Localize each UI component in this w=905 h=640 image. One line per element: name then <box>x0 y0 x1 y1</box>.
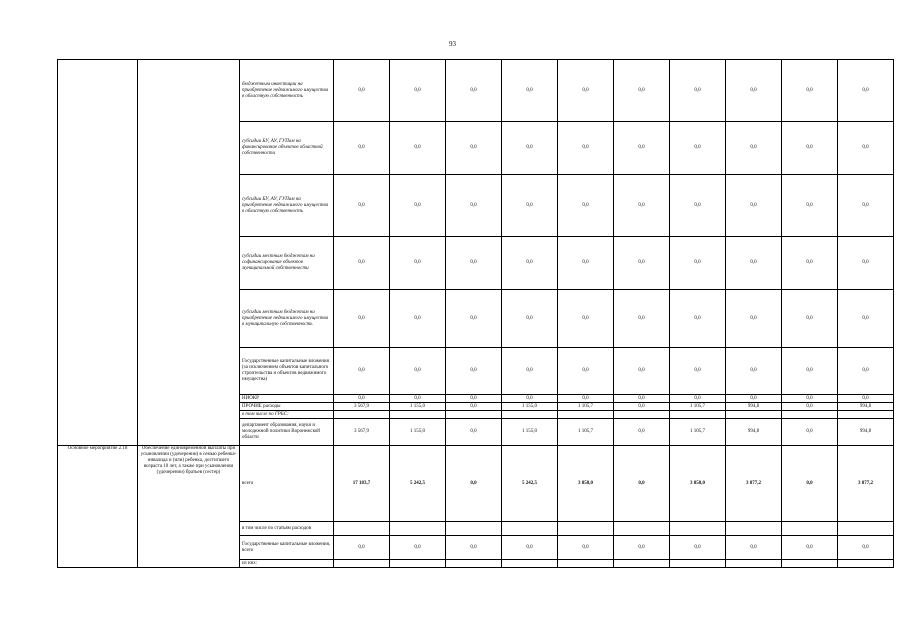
value-cell: 994,8 <box>726 403 782 411</box>
value-cell: 3 877,2 <box>726 446 782 522</box>
value-cell: 0,0 <box>670 237 726 290</box>
value-cell: 5 242,5 <box>390 446 446 522</box>
value-cell: 0,0 <box>782 536 838 560</box>
value-cell: 0,0 <box>334 237 390 290</box>
row-label: субсидии БУ, АУ, ГУПам на приобретение недвижимого имущества в областную собственность <box>240 175 334 237</box>
value-cell: 0,0 <box>446 122 502 175</box>
value-cell <box>838 560 894 568</box>
value-cell: 0,0 <box>782 237 838 290</box>
value-cell <box>390 411 446 419</box>
value-cell <box>782 522 838 536</box>
value-cell: 0,0 <box>838 60 894 122</box>
value-cell <box>782 411 838 419</box>
value-cell <box>446 411 502 419</box>
value-cell: 0,0 <box>558 348 614 395</box>
value-cell: 0,0 <box>670 395 726 403</box>
value-cell <box>614 560 670 568</box>
value-cell: 0,0 <box>446 536 502 560</box>
value-cell: 1 155,0 <box>390 419 446 446</box>
value-cell: 0,0 <box>838 348 894 395</box>
section-title: Обеспечение единовременной выплаты при усыновлении (удочерении) в семью ребенка-инвалида и (или) ребенка, достигшего возраста 10 лет, а также при усыновлении (удочерении) братьев (сестер) <box>138 446 240 568</box>
value-cell: 0,0 <box>502 290 558 348</box>
value-cell: 0,0 <box>614 348 670 395</box>
value-cell <box>558 560 614 568</box>
value-cell: 0,0 <box>334 290 390 348</box>
value-cell: 0,0 <box>614 403 670 411</box>
row-label: департамент образования, науки и молодежной политики Воронежской области <box>240 419 334 446</box>
program-cell <box>58 60 138 446</box>
value-cell: 0,0 <box>446 175 502 237</box>
value-cell <box>614 522 670 536</box>
value-cell: 1 155,0 <box>502 403 558 411</box>
table-row <box>58 446 894 522</box>
program-title-cell <box>138 60 240 446</box>
value-cell: 0,0 <box>558 290 614 348</box>
value-cell: 0,0 <box>670 348 726 395</box>
value-cell: 0,0 <box>614 536 670 560</box>
value-cell <box>558 411 614 419</box>
value-cell: 0,0 <box>782 122 838 175</box>
value-cell: 0,0 <box>726 290 782 348</box>
value-cell: 0,0 <box>614 395 670 403</box>
value-cell <box>558 522 614 536</box>
value-cell: 994,8 <box>838 403 894 411</box>
value-cell: 0,0 <box>390 122 446 175</box>
value-cell: 0,0 <box>502 395 558 403</box>
row-label: ПРОЧИЕ расходы <box>240 403 334 411</box>
value-cell: 0,0 <box>502 60 558 122</box>
value-cell: 0,0 <box>558 122 614 175</box>
value-cell: 994,8 <box>726 419 782 446</box>
value-cell: 0,0 <box>670 290 726 348</box>
value-cell: 0,0 <box>782 446 838 522</box>
value-cell: 0,0 <box>614 122 670 175</box>
value-cell: 0,0 <box>782 60 838 122</box>
value-cell: 0,0 <box>670 536 726 560</box>
value-cell: 0,0 <box>446 237 502 290</box>
value-cell: 0,0 <box>558 395 614 403</box>
value-cell: 0,0 <box>558 60 614 122</box>
value-cell: 0,0 <box>390 290 446 348</box>
value-cell: 0,0 <box>390 175 446 237</box>
value-cell <box>838 522 894 536</box>
value-cell: 0,0 <box>334 122 390 175</box>
value-cell: 0,0 <box>446 395 502 403</box>
value-cell: 1 155,0 <box>502 419 558 446</box>
value-cell: 0,0 <box>390 237 446 290</box>
value-cell: 0,0 <box>670 60 726 122</box>
budget-table <box>57 59 894 568</box>
value-cell: 0,0 <box>502 175 558 237</box>
value-cell: 1 105,7 <box>558 419 614 446</box>
value-cell: 0,0 <box>614 419 670 446</box>
table-row <box>58 60 894 122</box>
value-cell: 0,0 <box>558 175 614 237</box>
value-cell: 17 183,7 <box>334 446 390 522</box>
value-cell <box>446 560 502 568</box>
row-label: Государственные капитальные вложения (за исключением объектов капитального строительства и объектов недвижимого имущества) <box>240 348 334 395</box>
value-cell: 0,0 <box>726 348 782 395</box>
value-cell: 0,0 <box>726 175 782 237</box>
value-cell: 1 105,7 <box>558 403 614 411</box>
value-cell: 0,0 <box>838 175 894 237</box>
value-cell <box>726 411 782 419</box>
value-cell <box>670 522 726 536</box>
row-label: НИОКР <box>240 395 334 403</box>
value-cell: 1 155,0 <box>390 403 446 411</box>
value-cell: 0,0 <box>782 290 838 348</box>
value-cell: 1 105,7 <box>670 419 726 446</box>
value-cell: 0,0 <box>334 348 390 395</box>
value-cell: 0,0 <box>334 536 390 560</box>
value-cell: 1 105,7 <box>670 403 726 411</box>
row-label: из них: <box>240 560 334 568</box>
value-cell: 0,0 <box>782 395 838 403</box>
value-cell: 0,0 <box>838 290 894 348</box>
value-cell: 0,0 <box>782 403 838 411</box>
value-cell: 0,0 <box>558 536 614 560</box>
value-cell <box>502 522 558 536</box>
value-cell: 0,0 <box>558 237 614 290</box>
value-cell: 0,0 <box>614 237 670 290</box>
value-cell <box>838 411 894 419</box>
value-cell <box>334 522 390 536</box>
row-label: субсидии местным бюджетам на приобретение недвижимого имущества в муниципальную собственность <box>240 290 334 348</box>
value-cell <box>334 411 390 419</box>
value-cell <box>390 522 446 536</box>
value-cell <box>726 560 782 568</box>
value-cell: 0,0 <box>390 395 446 403</box>
value-cell: 0,0 <box>838 536 894 560</box>
value-cell: 3 567,9 <box>334 419 390 446</box>
row-label: бюджетным инвестиции на приобретение недвижимого имущества в областную собственность <box>240 60 334 122</box>
value-cell: 0,0 <box>334 60 390 122</box>
row-label: субсидии БУ, АУ, ГУПам на финансирование объектов областной собственности <box>240 122 334 175</box>
value-cell <box>390 560 446 568</box>
page-number: 93 <box>449 40 456 48</box>
value-cell: 0,0 <box>502 122 558 175</box>
value-cell: 0,0 <box>446 348 502 395</box>
value-cell: 0,0 <box>446 419 502 446</box>
value-cell: 0,0 <box>726 395 782 403</box>
value-cell: 3 858,0 <box>558 446 614 522</box>
value-cell <box>670 411 726 419</box>
value-cell: 0,0 <box>446 403 502 411</box>
value-cell: 0,0 <box>334 395 390 403</box>
value-cell: 0,0 <box>390 60 446 122</box>
value-cell <box>782 560 838 568</box>
value-cell: 0,0 <box>782 419 838 446</box>
value-cell: 0,0 <box>502 237 558 290</box>
value-cell: 0,0 <box>782 175 838 237</box>
row-label: в том числе по ГРБС: <box>240 411 334 419</box>
value-cell: 0,0 <box>726 60 782 122</box>
value-cell: 0,0 <box>838 395 894 403</box>
value-cell: 5 242,5 <box>502 446 558 522</box>
value-cell: 0,0 <box>782 348 838 395</box>
row-label: субсидии местным бюджетам на софинансирование объектов муниципальной собственности <box>240 237 334 290</box>
value-cell <box>502 411 558 419</box>
value-cell: 0,0 <box>726 237 782 290</box>
value-cell <box>502 560 558 568</box>
value-cell <box>670 560 726 568</box>
value-cell: 994,8 <box>838 419 894 446</box>
row-label: Государственные капитальные вложения, всего <box>240 536 334 560</box>
value-cell: 0,0 <box>670 122 726 175</box>
value-cell: 0,0 <box>670 175 726 237</box>
value-cell: 0,0 <box>838 122 894 175</box>
value-cell: 0,0 <box>502 536 558 560</box>
value-cell <box>726 522 782 536</box>
value-cell: 0,0 <box>334 175 390 237</box>
row-label: в том числе по статьям расходов <box>240 522 334 536</box>
row-label: всего <box>240 446 334 522</box>
value-cell: 0,0 <box>726 122 782 175</box>
value-cell: 0,0 <box>614 290 670 348</box>
value-cell: 3 567,9 <box>334 403 390 411</box>
value-cell: 3 858,0 <box>670 446 726 522</box>
value-cell: 3 877,2 <box>838 446 894 522</box>
value-cell: 0,0 <box>614 60 670 122</box>
value-cell: 0,0 <box>614 175 670 237</box>
value-cell <box>614 411 670 419</box>
value-cell: 0,0 <box>390 536 446 560</box>
value-cell <box>446 522 502 536</box>
value-cell: 0,0 <box>614 446 670 522</box>
value-cell: 0,0 <box>446 60 502 122</box>
value-cell: 0,0 <box>502 348 558 395</box>
value-cell: 0,0 <box>446 446 502 522</box>
value-cell: 0,0 <box>726 536 782 560</box>
value-cell: 0,0 <box>390 348 446 395</box>
section-code: Основное мероприятие 2.18 <box>58 446 138 568</box>
value-cell <box>334 560 390 568</box>
value-cell: 0,0 <box>446 290 502 348</box>
value-cell: 0,0 <box>838 237 894 290</box>
